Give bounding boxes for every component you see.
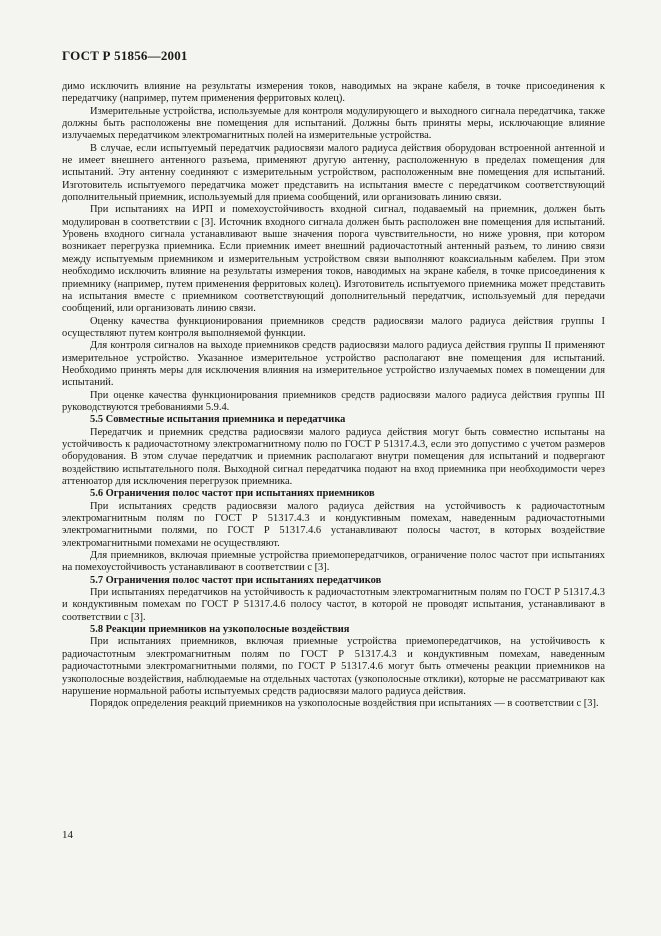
paragraph: димо исключить влияние на результаты измерения токов, наводимых на экране кабеля, в точке присоединения к передатчику (например, путем применения ферритовых колец).: [62, 81, 605, 105]
paragraph: При испытаниях приемников, включая приемные устройства приемопередатчиков, на устойчивость к радиочастотным электромагнитным полям по ГОСТ Р 51317.4.3 и кондуктивным помехам, наведенным радиочастотными электромагнитными полями, по ГОСТ Р 51317.4.6 могут быть отмечены реакции приемников на узкополосные воздействия, наблюдаемые на отдельных частотах (узкополосные отклики), которые не рассматривают как нарушение нормальной работы испытуемых средств радиосвязи малого радиуса действия.: [62, 636, 605, 697]
section-heading: 5.6 Ограничения полос частот при испытаниях приемников: [90, 488, 375, 500]
paragraph: Передатчик и приемник средства радиосвязи малого радиуса действия могут быть совместно испытаны на устойчивость к радиочастотному электромагнитному полю по ГОСТ Р 51317.4.3, если это допустимо с учетом размеров оборудования. В этом случае передатчик и приемник располагают внутри помещения для испытаний и подвергают воздействию испытательного поля. Выходной сигнал передатчика подают на вход приемника при необходимости через аттенюатор для исключения перегрузок приемника.: [62, 426, 605, 487]
document-body: [62, 81, 605, 711]
section-heading: 5.5 Совместные испытания приемника и передатчика: [90, 414, 346, 426]
paragraph: Для приемников, включая приемные устройства приемопередатчиков, ограничение полос частот при испытаниях на помехоустойчивость устанавливают в соответствии с [3].: [62, 550, 605, 574]
paragraph: При оценке качества функционирования приемников средств радиосвязи малого радиуса действия группы III руководствуются требованиями 5.9.4.: [62, 389, 605, 413]
document-header: ГОСТ Р 51856—2001: [62, 48, 188, 63]
paragraph: Порядок определения реакций приемников на узкополосные воздействия при испытаниях — в соответствии с [3].: [90, 698, 599, 710]
paragraph: При испытаниях передатчиков на устойчивость к радиочастотным электромагнитным полям по ГОСТ Р 51317.4.3 и кондуктивным помехам по ГОСТ Р 51317.4.6 полосу частот, в которой не проводят испытания, устанавливают в соответствии с [3].: [62, 587, 605, 623]
paragraph: При испытаниях средств радиосвязи малого радиуса действия на устойчивость к радиочастотным электромагнитным полям по ГОСТ Р 51317.4.3 и кондуктивным помехам, наведенным радиочастотными электромагнитными полями, по ГОСТ Р 51317.4.6 устанавливают полосы частот, в которых воздействие электромагнитными помехами не осуществляют.: [62, 500, 605, 549]
section-heading: 5.8 Реакции приемников на узкополосные воздействия: [90, 624, 350, 636]
paragraph: При испытаниях на ИРП и помехоустойчивость входной сигнал, подаваемый на приемник, должен быть модулирован в соответствии с [3]. Источник входного сигнала должен быть расположен вне помещения для испытаний. Уровень входного сигнала устанавливают выше значения порога чувствительности, но ниже уровня, при котором возникает перегрузка приемника. Если приемник имеет внешний радиочастотный антенный разъем, то линию связи между испытуемым приемником и измерительным устройством связи выполняют коаксиальным кабелем. При этом необходимо исключить влияние на результаты измерения токов, наводимых на экране кабеля, в точке присоединения к приемнику (например, путем применения ферритовых колец). Изготовитель испытуемого приемника может представить на испытания вместе с приемником соответствующий дополнительный передатчик, используемый для передачи сообщений, или организовать линию связи.: [62, 204, 605, 315]
section-heading: 5.7 Ограничения полос частот при испытаниях передатчиков: [90, 574, 382, 586]
paragraph: В случае, если испытуемый передатчик радиосвязи малого радиуса действия оборудован встроенной антенной и не имеет внешнего антенного разъема, применяют другую антенну, расположенную в пределах помещения для испытаний. Эту антенну соединяют с измерительным устройством, расположенным вне помещения для испытаний. Изготовитель испытуемого передатчика может представить на испытания вместе с передатчиком соответствующий дополнительный приемник, используемый для приема сообщений, или организовать линию связи.: [62, 142, 605, 204]
paragraph: Для контроля сигналов на выходе приемников средств радиосвязи малого радиуса действия группы II применяют измерительное устройство. Указанное измерительное устройство располагают вне помещения для испытаний. Необходимо принять меры для исключения влияния на измерительное устройство излучаемых помех в помещении для испытаний.: [62, 340, 605, 389]
page-number: 14: [62, 829, 73, 841]
paragraph: Оценку качества функционирования приемников средств радиосвязи малого радиуса действия группы I осуществляют путем контроля выполняемой функции.: [62, 315, 605, 339]
paragraph: Измерительные устройства, используемые для контроля модулирующего и выходного сигнала передатчика, также должны быть расположены вне помещения для испытаний. Должны быть приняты меры, исключающие влияние излучаемых передатчиком электромагнитных полей на измерительные устройства.: [62, 105, 605, 142]
